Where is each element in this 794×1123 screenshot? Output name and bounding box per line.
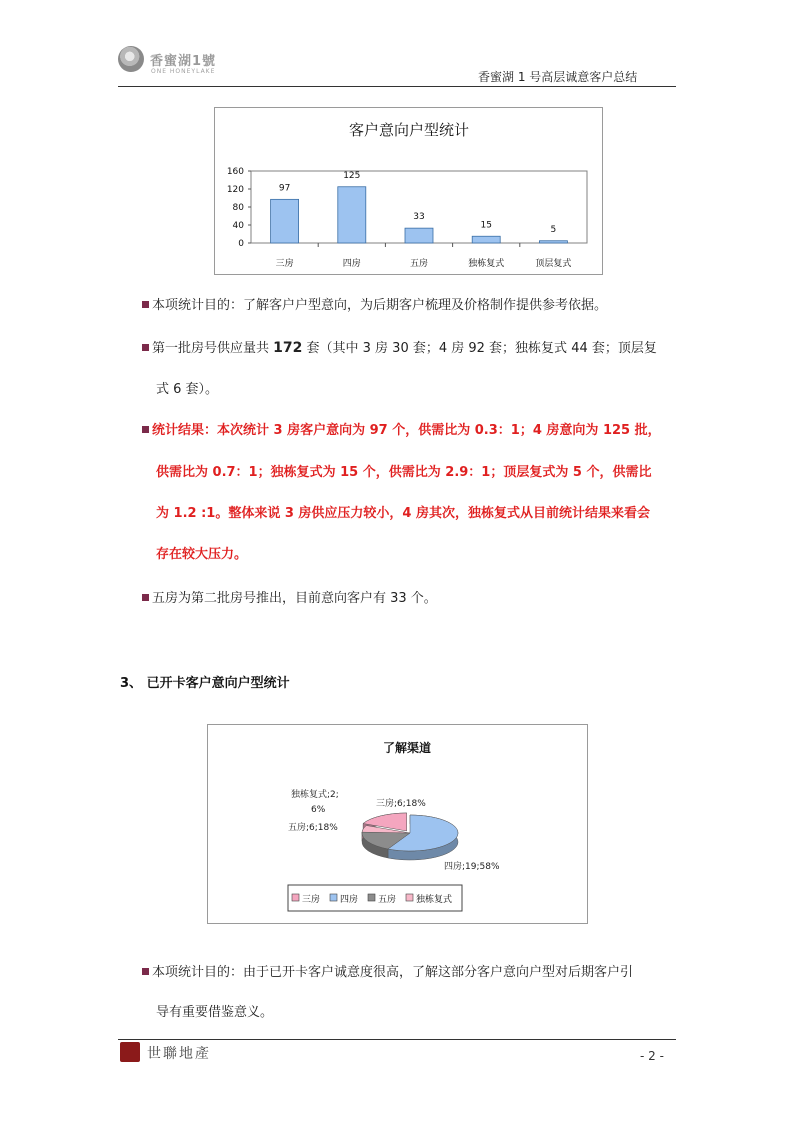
legend-swatch [368,894,375,901]
company-seal-icon [120,1042,140,1062]
bullet-icon [142,968,149,975]
bar-value-label: 15 [480,220,492,231]
paragraph-text: 套（其中 3 房 30 套；4 房 92 套；独栋复式 44 套；顶层复 [302,341,657,356]
document-title: 香蜜湖 1 号高层诚意客户总结 [478,70,638,84]
x-tick-label: 五房 [409,259,429,269]
data-label-sifang: 四房;19;58% [444,862,500,872]
bar [271,199,299,243]
paragraph-opened-purpose-cont: 导有重要借鉴意义。 [156,1005,274,1020]
bar-value-label: 5 [550,224,557,235]
y-tick-label: 0 [238,239,244,249]
bar-value-label: 125 [343,170,361,181]
legend-swatch [330,894,337,901]
pie-chart-title: 了解渠道 [382,741,432,755]
bar [472,236,500,243]
paragraph-supply [142,339,657,358]
bullet-icon [142,594,149,601]
bar-value-label: 33 [413,212,425,223]
supply-count: 172 [273,340,303,356]
x-tick-label: 独栋复式 [468,259,505,269]
data-label-sanfang: 三房;6;18% [376,799,426,809]
bar [539,241,567,243]
bar-chart [215,108,602,274]
bar [338,187,366,243]
paragraph-text: 统计结果：本次统计 3 房客户意向为 97 个，供需比为 0.3：1；4 房意向为 125 批， [152,423,661,438]
x-tick-label: 顶层复式 [535,259,572,269]
y-tick-label: 120 [226,185,244,195]
paragraph-supply-cont: 式 6 套）。 [156,382,219,397]
bullet-icon [142,301,149,308]
legend-label: 四房 [340,895,359,905]
paragraph-result-line2: 供需比为 0.7：1；独栋复式为 15 个，供需比为 2.9：1；顶层复式为 5 个，供需比 [156,465,652,480]
paragraph-text: 五房为第二批房号推出，目前意向客户有 33 个。 [152,591,437,606]
legend-label: 独栋复式 [416,895,453,905]
legend-swatch [292,894,299,901]
bar-value-label: 97 [278,183,291,194]
bar [405,228,433,243]
logo-text: 香蜜湖1號 [150,54,217,69]
paragraph-result-line1 [142,422,661,440]
company-logo-icon [118,46,144,72]
paragraph-opened-purpose [142,964,633,982]
data-label-dudong-2: 6% [311,805,326,815]
page-number: - 2 - [640,1049,664,1063]
legend-label: 三房 [302,895,321,905]
x-tick-label: 三房 [275,259,294,269]
section-heading: 3、 已开卡客户意向户型统计 [120,676,290,691]
data-label-wufang: 五房;6;18% [288,823,338,833]
paragraph-result-line4: 存在较大压力。 [156,547,248,562]
paragraph-result-line3: 为 1.2 :1。整体来说 3 房供应压力较小，4 房其次，独栋复式从目前统计结果来看会 [156,506,650,521]
data-label-dudong-1: 独栋复式;2; [291,790,339,800]
bar-chart-container [214,107,603,275]
y-tick-label: 80 [232,203,244,213]
bullet-icon [142,426,149,433]
paragraph-purpose [142,297,607,315]
pie-chart [208,725,587,923]
legend-swatch [406,894,413,901]
paragraph-text: 本项统计目的：了解客户户型意向，为后期客户梳理及价格制作提供参考依据。 [152,298,608,313]
pie-chart-container [207,724,588,924]
legend-label: 五房 [378,895,397,905]
y-tick-label: 40 [232,221,244,231]
bullet-icon [142,344,149,351]
bar-chart-title: 客户意向户型统计 [348,121,470,139]
header-divider [118,86,676,87]
paragraph-five-room [142,590,437,608]
paragraph-text: 第一批房号供应量共 [152,341,274,356]
paragraph-text: 本项统计目的：由于已开卡客户诚意度很高，了解这部分客户意向户型对后期客户引 [152,965,634,980]
x-tick-label: 四房 [342,259,361,269]
footer-company: 世聯地產 [147,1046,211,1062]
y-tick-label: 160 [226,167,244,177]
footer-divider [118,1039,676,1040]
logo-subtitle: ONE HONEYLAKE [151,68,216,75]
